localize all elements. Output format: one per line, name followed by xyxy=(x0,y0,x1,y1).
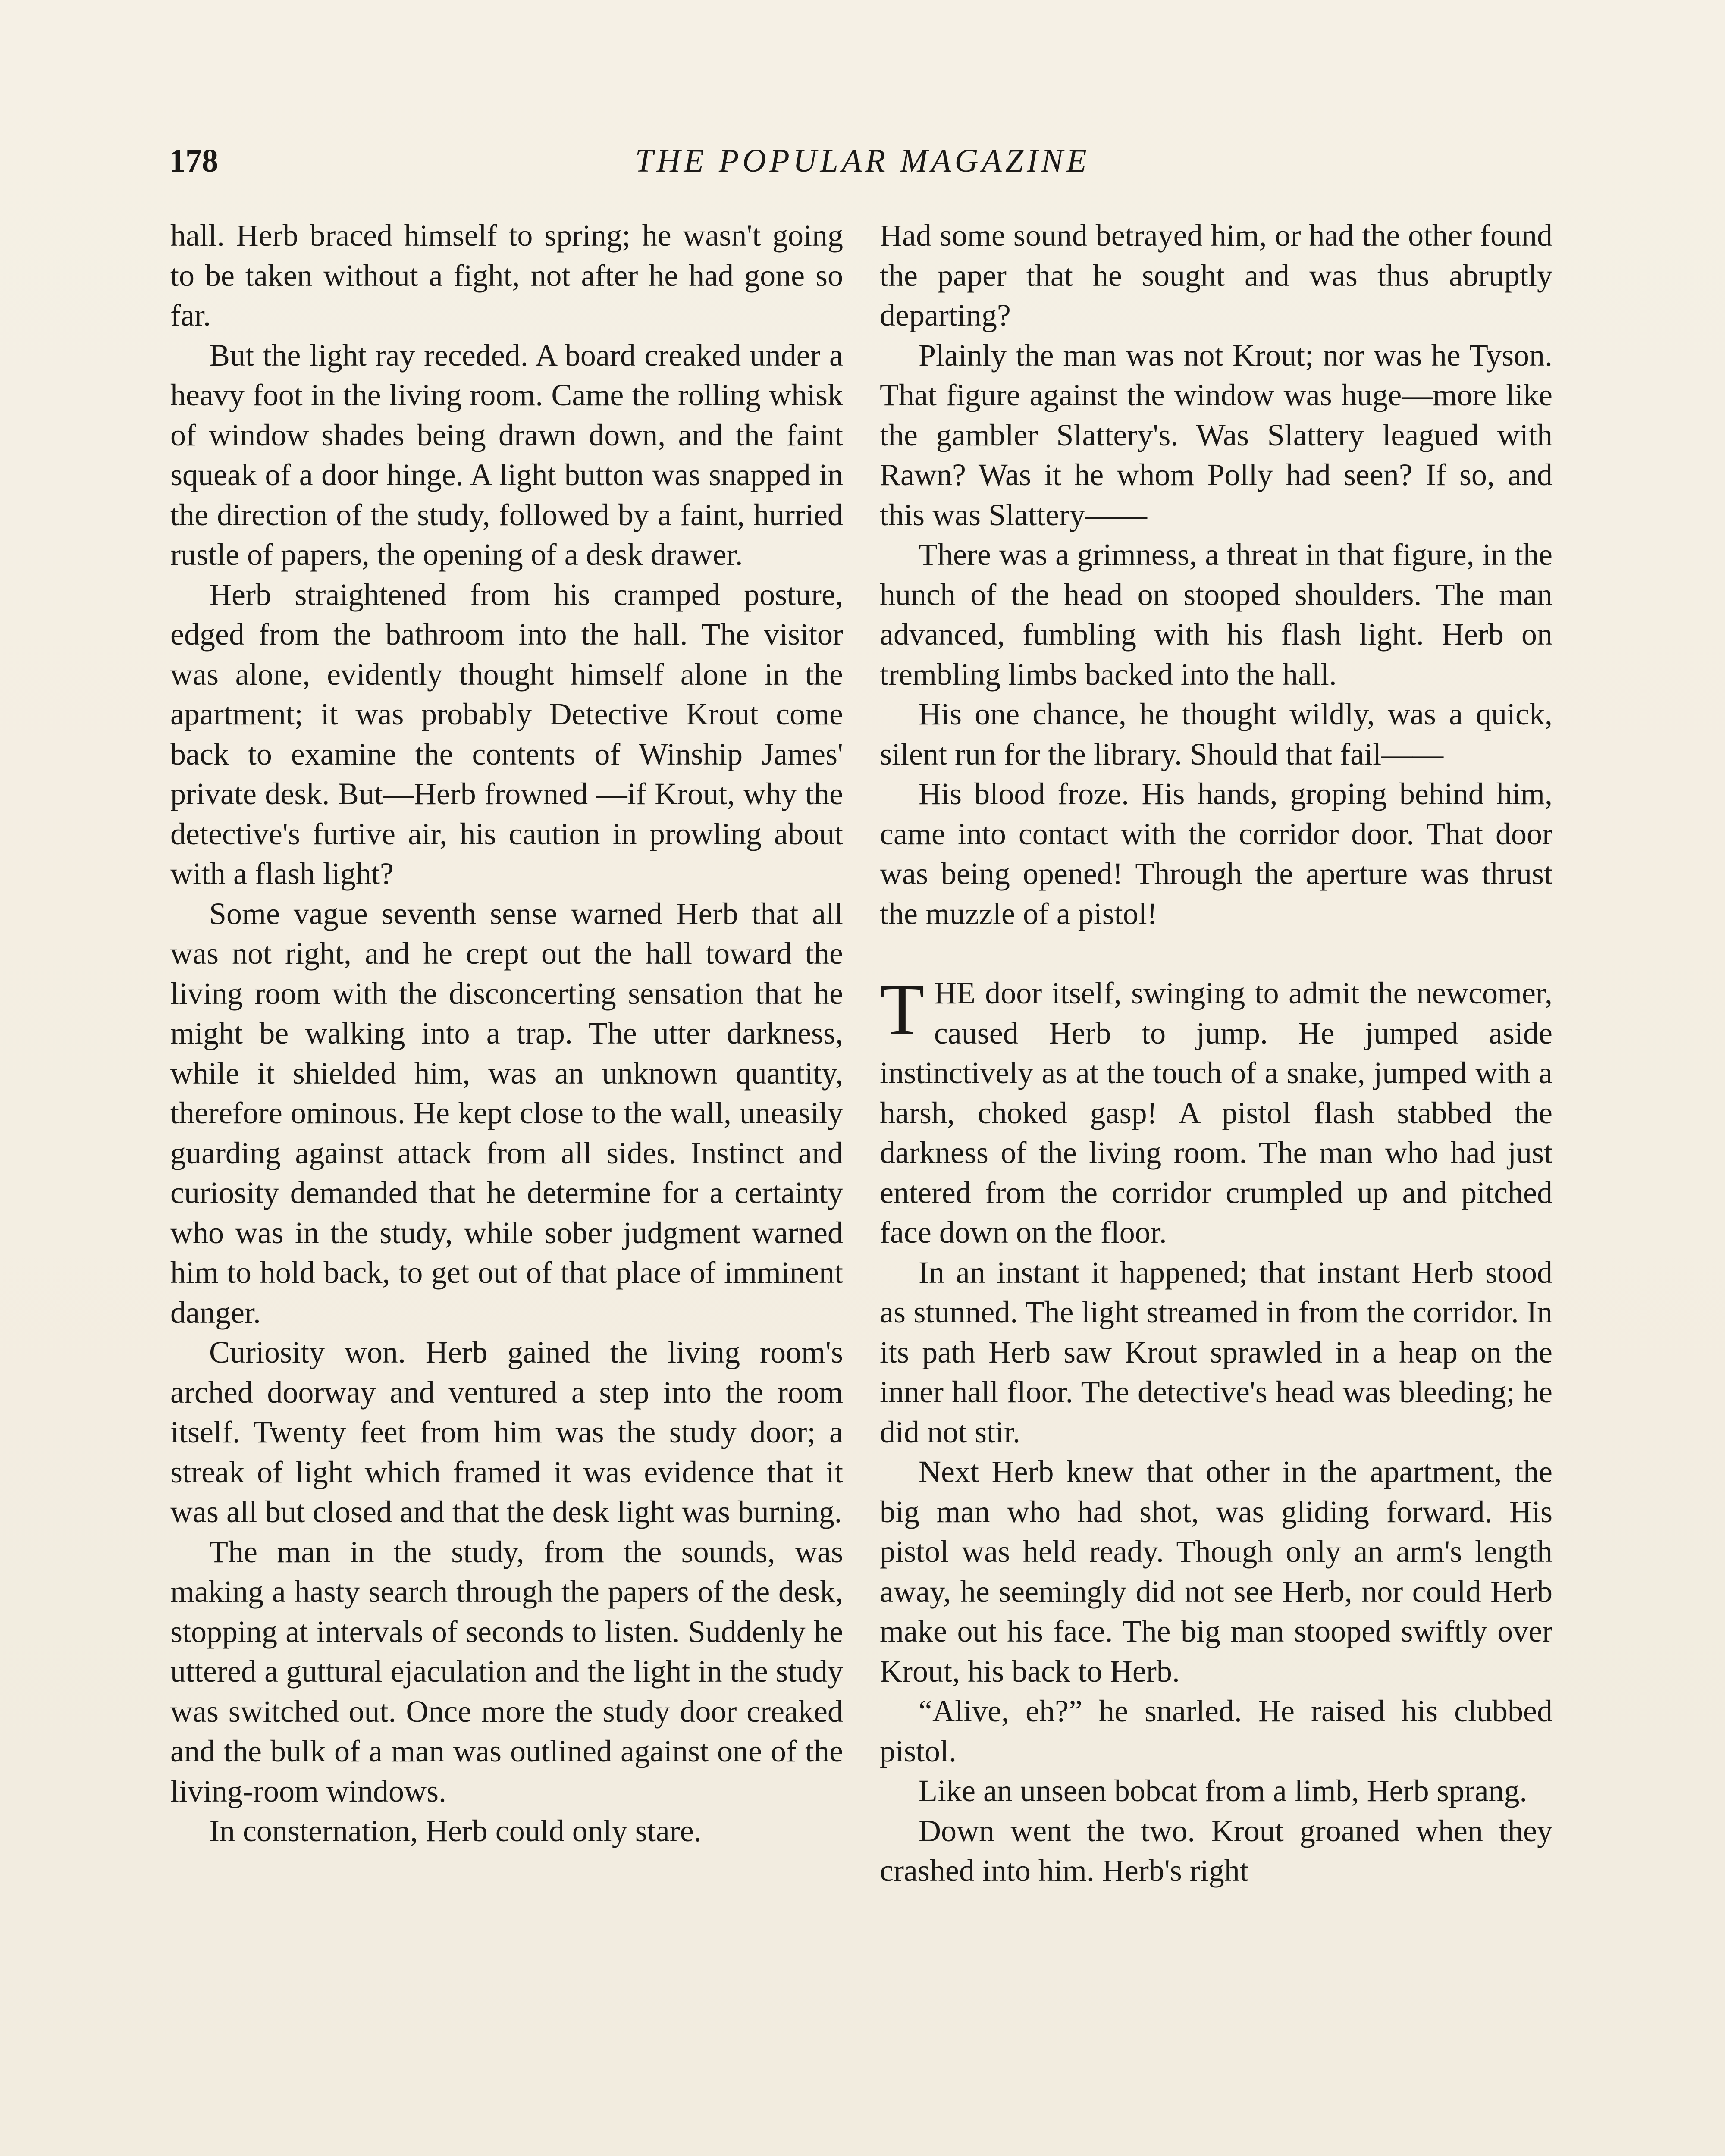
paragraph: Down went the two. Krout groaned when they crashed into him. Herb's right xyxy=(880,1813,1552,1888)
paragraph: Curiosity won. Herb gained the living room's arched doorway and ventured a step into the room itself. Twenty feet from him was the study door; a streak of light which framed it was evidence that it was all but closed and that the desk light was burning. xyxy=(170,1335,843,1529)
paragraph: Next Herb knew that other in the apartment, the big man who had shot, was gliding forward. His pistol was held ready. Though only an arm's length away, he seemingly did not see Herb, nor could Herb make out his face. The big man stooped swiftly over Krout, his back to Herb. xyxy=(880,1454,1552,1689)
paragraph: hall. Herb braced himself to spring; he wasn't going to be taken without a fight, not after he had gone so far. xyxy=(170,218,843,332)
paragraph: Had some sound betrayed him, or had the other found the paper that he sought and was thus abruptly departing? xyxy=(880,218,1552,332)
opening-text: HE door itself, swinging to admit the newcomer, caused Herb to jump. He jumped aside instinctively as at the touch of a snake, jumped with a harsh, choked gasp! A pistol flash stabbed the darkness of the living room. The man who had just entered from the corridor crumpled up and pitched face down on the floor. xyxy=(880,976,1552,1250)
paragraph: Plainly the man was not Krout; nor was he Tyson. That figure against the window was huge—more like the gambler Slattery's. Was Slattery leagued with Rawn? Was it he whom Polly had seen? If so, and this was Slattery—— xyxy=(880,338,1552,532)
page-number: 178 xyxy=(169,143,218,179)
drop-cap: T xyxy=(880,969,925,1050)
right-column xyxy=(880,216,1552,1891)
section-break xyxy=(880,934,1552,973)
paragraph: His one chance, he thought wildly, was a quick, silent run for the library. Should that fail—— xyxy=(880,697,1552,771)
paragraph: There was a grimness, a threat in that figure, in the hunch of the head on stooped shoulders. The man advanced, fumbling with his flash light. Herb on trembling limbs backed into the hall. xyxy=(880,537,1552,692)
running-head xyxy=(169,137,1556,185)
left-column xyxy=(170,216,843,1851)
paragraph: Some vague seventh sense warned Herb that all was not right, and he crept out the hall toward the living room with the disconcerting sensation that he might be walking into a trap. The utter darkness, while it shielded him, was an unknown quantity, therefore ominous. He kept close to the wall, uneasily guarding against attack from all sides. Instinct and curiosity demanded that he determine for a certainty who was in the study, while sober judgment warned him to hold back, to get out of that place of imminent danger. xyxy=(170,896,843,1330)
magazine-title: THE POPULAR MAGAZINE xyxy=(635,143,1090,179)
section-opening-paragraph xyxy=(880,969,1552,1253)
paragraph: In an instant it happened; that instant Herb stood as stunned. The light streamed in from the corridor. In its path Herb saw Krout sprawled in a heap on the inner hall floor. The detective's head was bleeding; he did not stir. xyxy=(880,1255,1552,1449)
paragraph: Like an unseen bobcat from a limb, Herb sprang. xyxy=(919,1774,1527,1808)
paragraph: In consternation, Herb could only stare. xyxy=(209,1814,702,1848)
paragraph: The man in the study, from the sounds, was making a hasty search through the papers of the desk, stopping at intervals of seconds to listen. Suddenly he uttered a guttural ejaculation and the light in the study was switched out. Once more the study door creaked and the bulk of a man was outlined against one of the living-room windows. xyxy=(170,1534,843,1808)
paragraph: But the light ray receded. A board creaked under a heavy foot in the living room. Came the rolling whisk of window shades being drawn down, and the faint squeak of a door hinge. A light button was snapped in the direction of the study, followed by a faint, hurried rustle of papers, the opening of a desk drawer. xyxy=(170,338,843,572)
paragraph: Herb straightened from his cramped posture, edged from the bathroom into the hall. The visitor was alone, evidently thought himself alone in the apartment; it was probably Detective Krout come back to examine the contents of Winship James' private desk. But—Herb frowned —if Krout, why the detective's furtive air, his caution in prowling about with a flash light? xyxy=(170,577,843,891)
paragraph: “Alive, eh?” he snarled. He raised his clubbed pistol. xyxy=(880,1694,1552,1768)
paragraph: His blood froze. His hands, groping behind him, came into contact with the corridor door. That door was being opened! Through the aperture was thrust the muzzle of a pistol! xyxy=(880,777,1552,931)
